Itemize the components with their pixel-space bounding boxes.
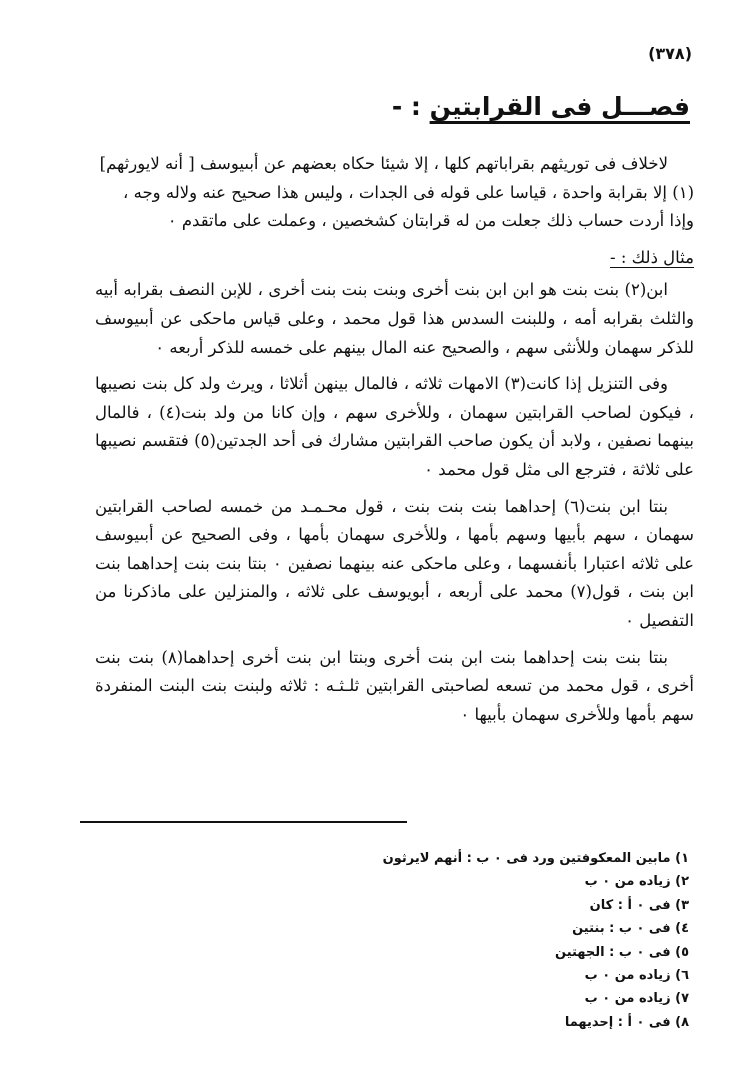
section-title-suffix: : - <box>391 92 430 121</box>
section-title <box>392 92 690 121</box>
paragraph-example-4: بنتا بنت بنت إحداهما بنت ابن بنت أخرى وبنتا ابن بنت أخرى إحداهما(٨) بنت بنت أخرى ، قول محمد من تسعه لصاحبتى القرابتين ثلـثـه : ثلاثه ولبنت بنت البنت المنفردة سهم بأمها وللأخرى سهمان بأبيها ٠ <box>95 647 694 724</box>
footnote-divider <box>80 821 407 823</box>
footnote-1: ١) مابين المعكوفتين ورد فى ٠ ب : أنهم لايرثون <box>382 851 689 866</box>
paragraph-example-3: بنتا ابن بنت(٦) إحداهما بنت بنت بنت ، قول محـمـد من خمسه لصاحب القرابتين سهمان ، سهم بأبيها وسهم بأمها ، وللأخرى سهمان بأمها ، وفى الصحيح عن أبىيوسف على ثلاثه اعتبارا بأنفسهما ، وعلى ماحكى عنه بينهما نصفين ٠ بنتا بنت بنت إحداهما بنت ابن بنت ، قول(٧) محمد على أربعه ، أبويوسف على ثلاثه ، والمنزلين على ماذكرنا من التفصيل ٠ <box>95 496 695 630</box>
footnote-6: ٦) زياده من ٠ ب <box>584 968 689 984</box>
paragraph-intro: لاخلاف فى توريثهم بقراباتهم كلها ، إلا شيئا حكاه بعضهم عن أبىيوسف [ أنه لايورثهم](١) إلا بقرابة واحدة ، قياسا على قوله فى الجدات ، وليس هذا صحيح عنه ولاله وجه ، وإذا أردت حساب ذلك جعلت من له قرابتان كشخصين ، وعملت على ماتقدم ٠ <box>99 154 694 231</box>
footnote-5: ٥) فى ٠ ب : الجهتين <box>555 944 689 960</box>
page-number: (٣٧٨) <box>648 44 692 63</box>
footnote-3: ٣) فى ٠ أ : كان <box>589 897 689 913</box>
footnote-8: ٨) فى ٠ أ : إحديهما <box>564 1014 689 1030</box>
footnotes-list <box>269 847 689 1034</box>
footnote-7: ٧) زياده من ٠ ب <box>584 991 689 1007</box>
paragraph-example-1: ابن(٢) بنت بنت هو ابن ابن بنت أخرى وبنت بنت بنت أخرى ، للإبن النصف بقرابه أبيه والثلث بقرابه أمه ، وللبنت السدس هذا قول محمد ، وعلى قياس ماحكى عن أبىيوسف للذكر سهمان وللأنثى سهم ، والصحيح عنه المال بينهم على خمسه للذكر أربعه ٠ <box>95 280 694 357</box>
footnote-4: ٤) فى ٠ ب : بنتين <box>572 921 689 937</box>
body-text <box>95 150 694 737</box>
section-title-text: فصـــل فى القرابتين <box>429 92 690 121</box>
example-heading <box>95 244 694 273</box>
footnote-2: ٢) زياده من ٠ ب <box>584 874 689 890</box>
paragraph-example-2: وفى التنزيل إذا كانت(٣) الامهات ثلاثه ، فالمال بينهن أثلاثا ، ويرث ولد كل بنت نصيبها ، فيكون لصاحب القرابتين سهمان ، وللأخرى سهم ، وإن كانا من ولد بنت(٤) ، فالمال بينهما نصفين ، ولابد أن يكون صاحب القرابتين مشارك فى أحد الجدتين(٥) فتقسم نصيبها على ثلاثة ، فترجع الى مثل قول محمد ٠ <box>95 374 694 479</box>
example-heading-text: مثال ذلك : - <box>610 247 694 267</box>
